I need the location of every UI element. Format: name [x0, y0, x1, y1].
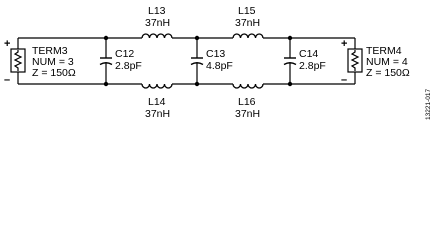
capacitor-c14-name: C14 — [299, 48, 319, 60]
inductor-l16-coil — [233, 84, 263, 88]
inductor-l13-value: 37nH — [145, 17, 171, 29]
inductor-l14-value: 37nH — [145, 108, 171, 120]
inductor-l15-coil — [233, 34, 263, 38]
term4-num: NUM = 4 — [366, 56, 408, 68]
term4-name: TERM4 — [366, 45, 402, 57]
term3-minus-sign: – — [4, 74, 11, 86]
inductor-l14-coil — [142, 84, 172, 88]
inductor-l13-name: L13 — [148, 5, 166, 17]
capacitor-c12 — [100, 38, 112, 84]
term3-impedance: Z = 150Ω — [32, 67, 76, 79]
inductor-l15-value: 37nH — [235, 17, 261, 29]
inductor-l16-value: 37nH — [235, 108, 261, 120]
capacitor-c14 — [284, 38, 296, 84]
term4-plus-sign: + — [341, 38, 348, 50]
inductor-l16-name: L16 — [238, 96, 256, 108]
capacitor-c12-name: C12 — [115, 48, 135, 60]
inductor-l14-name: L14 — [148, 96, 166, 108]
inductor-l13-coil — [142, 34, 172, 38]
capacitor-c13 — [191, 38, 203, 84]
term4-minus-sign: – — [341, 74, 348, 86]
capacitor-c12-value: 2.8pF — [115, 60, 142, 72]
term3-name: TERM3 — [32, 45, 68, 57]
inductor-l15-name: L15 — [238, 5, 256, 17]
term3-num: NUM = 3 — [32, 56, 74, 68]
capacitor-c13-value: 4.8pF — [206, 60, 233, 72]
figure-id: 13221-017 — [425, 88, 432, 120]
capacitor-c14-value: 2.8pF — [299, 60, 326, 72]
term4-impedance: Z = 150Ω — [366, 67, 410, 79]
capacitor-c13-name: C13 — [206, 48, 226, 60]
term4-port — [348, 38, 362, 84]
term3-plus-sign: + — [4, 38, 11, 50]
term3-port — [11, 38, 25, 84]
